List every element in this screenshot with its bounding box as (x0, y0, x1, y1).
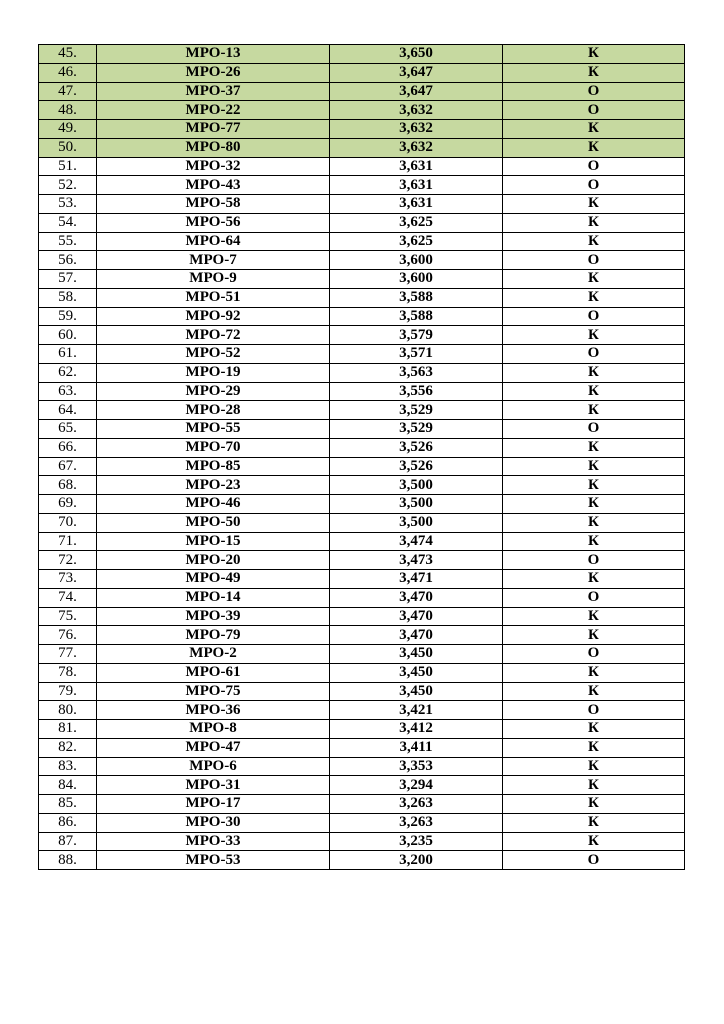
item-code: МРО-70 (97, 438, 330, 457)
table-row (39, 757, 685, 776)
item-code: МРО-39 (97, 607, 330, 626)
row-number: 77. (39, 645, 97, 664)
score-value: 3,235 (330, 832, 503, 851)
table-row (39, 607, 685, 626)
table-row (39, 195, 685, 214)
row-number: 64. (39, 401, 97, 420)
row-number: 59. (39, 307, 97, 326)
item-code: МРО-36 (97, 701, 330, 720)
type-label: О (503, 588, 685, 607)
score-value: 3,294 (330, 776, 503, 795)
row-number: 70. (39, 513, 97, 532)
row-number: 86. (39, 813, 97, 832)
type-label: О (503, 701, 685, 720)
item-code: МРО-9 (97, 270, 330, 289)
row-number: 58. (39, 288, 97, 307)
table-row (39, 513, 685, 532)
item-code: МРО-23 (97, 476, 330, 495)
type-label: О (503, 851, 685, 870)
item-code: МРО-92 (97, 307, 330, 326)
item-code: МРО-80 (97, 138, 330, 157)
type-label: К (503, 813, 685, 832)
table-row (39, 270, 685, 289)
score-value: 3,263 (330, 813, 503, 832)
row-number: 46. (39, 63, 97, 82)
row-number: 54. (39, 213, 97, 232)
score-value: 3,353 (330, 757, 503, 776)
item-code: МРО-61 (97, 663, 330, 682)
row-number: 72. (39, 551, 97, 570)
row-number: 73. (39, 570, 97, 589)
row-number: 74. (39, 588, 97, 607)
row-number: 75. (39, 607, 97, 626)
type-label: К (503, 720, 685, 739)
type-label: К (503, 776, 685, 795)
type-label: К (503, 213, 685, 232)
type-label: О (503, 420, 685, 439)
score-value: 3,450 (330, 663, 503, 682)
table-row (39, 738, 685, 757)
table-row (39, 532, 685, 551)
item-code: МРО-26 (97, 63, 330, 82)
row-number: 79. (39, 682, 97, 701)
score-value: 3,421 (330, 701, 503, 720)
score-value: 3,650 (330, 45, 503, 64)
item-code: МРО-32 (97, 157, 330, 176)
item-code: МРО-55 (97, 420, 330, 439)
score-value: 3,631 (330, 176, 503, 195)
item-code: МРО-7 (97, 251, 330, 270)
table-row (39, 120, 685, 139)
item-code: МРО-51 (97, 288, 330, 307)
score-value: 3,571 (330, 345, 503, 364)
type-label: К (503, 832, 685, 851)
score-value: 3,647 (330, 63, 503, 82)
ranking-table (38, 44, 685, 870)
table-row (39, 438, 685, 457)
table-row (39, 63, 685, 82)
table-row (39, 457, 685, 476)
item-code: МРО-17 (97, 795, 330, 814)
row-number: 78. (39, 663, 97, 682)
item-code: МРО-47 (97, 738, 330, 757)
item-code: МРО-31 (97, 776, 330, 795)
item-code: МРО-52 (97, 345, 330, 364)
type-label: К (503, 738, 685, 757)
type-label: К (503, 401, 685, 420)
table-row (39, 795, 685, 814)
score-value: 3,631 (330, 195, 503, 214)
score-value: 3,450 (330, 645, 503, 664)
type-label: К (503, 532, 685, 551)
score-value: 3,200 (330, 851, 503, 870)
score-value: 3,631 (330, 157, 503, 176)
row-number: 47. (39, 82, 97, 101)
item-code: МРО-2 (97, 645, 330, 664)
row-number: 45. (39, 45, 97, 64)
row-number: 80. (39, 701, 97, 720)
type-label: К (503, 476, 685, 495)
item-code: МРО-43 (97, 176, 330, 195)
row-number: 60. (39, 326, 97, 345)
type-label: О (503, 307, 685, 326)
table-row (39, 251, 685, 270)
score-value: 3,588 (330, 307, 503, 326)
score-value: 3,632 (330, 101, 503, 120)
score-value: 3,474 (330, 532, 503, 551)
type-label: О (503, 176, 685, 195)
table-row (39, 626, 685, 645)
type-label: К (503, 382, 685, 401)
type-label: К (503, 570, 685, 589)
type-label: О (503, 101, 685, 120)
score-value: 3,473 (330, 551, 503, 570)
score-value: 3,450 (330, 682, 503, 701)
table-row (39, 176, 685, 195)
score-value: 3,500 (330, 495, 503, 514)
table-row (39, 326, 685, 345)
type-label: К (503, 138, 685, 157)
ranking-table-body (39, 45, 685, 870)
row-number: 71. (39, 532, 97, 551)
table-row (39, 232, 685, 251)
table-row (39, 551, 685, 570)
type-label: О (503, 645, 685, 664)
item-code: МРО-72 (97, 326, 330, 345)
score-value: 3,600 (330, 251, 503, 270)
score-value: 3,526 (330, 457, 503, 476)
type-label: К (503, 438, 685, 457)
type-label: О (503, 157, 685, 176)
type-label: К (503, 682, 685, 701)
table-row (39, 307, 685, 326)
row-number: 48. (39, 101, 97, 120)
score-value: 3,588 (330, 288, 503, 307)
score-value: 3,263 (330, 795, 503, 814)
table-row (39, 663, 685, 682)
score-value: 3,411 (330, 738, 503, 757)
table-row (39, 495, 685, 514)
row-number: 82. (39, 738, 97, 757)
row-number: 49. (39, 120, 97, 139)
item-code: МРО-46 (97, 495, 330, 514)
row-number: 65. (39, 420, 97, 439)
type-label: К (503, 363, 685, 382)
row-number: 67. (39, 457, 97, 476)
table-row (39, 570, 685, 589)
row-number: 68. (39, 476, 97, 495)
type-label: О (503, 345, 685, 364)
row-number: 61. (39, 345, 97, 364)
type-label: О (503, 82, 685, 101)
item-code: МРО-58 (97, 195, 330, 214)
table-row (39, 157, 685, 176)
row-number: 88. (39, 851, 97, 870)
score-value: 3,526 (330, 438, 503, 457)
item-code: МРО-19 (97, 363, 330, 382)
table-row (39, 288, 685, 307)
table-row (39, 851, 685, 870)
item-code: МРО-75 (97, 682, 330, 701)
score-value: 3,529 (330, 401, 503, 420)
row-number: 76. (39, 626, 97, 645)
type-label: К (503, 607, 685, 626)
type-label: К (503, 663, 685, 682)
row-number: 56. (39, 251, 97, 270)
score-value: 3,647 (330, 82, 503, 101)
row-number: 85. (39, 795, 97, 814)
score-value: 3,632 (330, 120, 503, 139)
item-code: МРО-64 (97, 232, 330, 251)
item-code: МРО-15 (97, 532, 330, 551)
row-number: 57. (39, 270, 97, 289)
table-row (39, 832, 685, 851)
score-value: 3,412 (330, 720, 503, 739)
item-code: МРО-50 (97, 513, 330, 532)
table-row (39, 682, 685, 701)
score-value: 3,563 (330, 363, 503, 382)
row-number: 81. (39, 720, 97, 739)
item-code: МРО-85 (97, 457, 330, 476)
row-number: 52. (39, 176, 97, 195)
table-row (39, 363, 685, 382)
table-row (39, 476, 685, 495)
type-label: К (503, 232, 685, 251)
type-label: К (503, 120, 685, 139)
item-code: МРО-37 (97, 82, 330, 101)
item-code: МРО-29 (97, 382, 330, 401)
table-row (39, 345, 685, 364)
item-code: МРО-13 (97, 45, 330, 64)
table-row (39, 45, 685, 64)
row-number: 66. (39, 438, 97, 457)
table-row (39, 101, 685, 120)
item-code: МРО-8 (97, 720, 330, 739)
item-code: МРО-53 (97, 851, 330, 870)
item-code: МРО-56 (97, 213, 330, 232)
score-value: 3,470 (330, 588, 503, 607)
type-label: К (503, 795, 685, 814)
table-row (39, 720, 685, 739)
item-code: МРО-22 (97, 101, 330, 120)
score-value: 3,632 (330, 138, 503, 157)
table-row (39, 701, 685, 720)
score-value: 3,470 (330, 607, 503, 626)
row-number: 63. (39, 382, 97, 401)
type-label: К (503, 45, 685, 64)
item-code: МРО-33 (97, 832, 330, 851)
table-row (39, 401, 685, 420)
type-label: К (503, 626, 685, 645)
type-label: К (503, 513, 685, 532)
type-label: К (503, 270, 685, 289)
item-code: МРО-6 (97, 757, 330, 776)
type-label: О (503, 251, 685, 270)
type-label: К (503, 457, 685, 476)
row-number: 53. (39, 195, 97, 214)
score-value: 3,500 (330, 513, 503, 532)
row-number: 62. (39, 363, 97, 382)
item-code: МРО-79 (97, 626, 330, 645)
type-label: К (503, 757, 685, 776)
table-row (39, 382, 685, 401)
item-code: МРО-77 (97, 120, 330, 139)
table-row (39, 776, 685, 795)
item-code: МРО-20 (97, 551, 330, 570)
score-value: 3,600 (330, 270, 503, 289)
type-label: К (503, 195, 685, 214)
table-row (39, 588, 685, 607)
type-label: К (503, 288, 685, 307)
row-number: 50. (39, 138, 97, 157)
table-row (39, 813, 685, 832)
score-value: 3,471 (330, 570, 503, 589)
item-code: МРО-28 (97, 401, 330, 420)
row-number: 55. (39, 232, 97, 251)
score-value: 3,625 (330, 213, 503, 232)
item-code: МРО-14 (97, 588, 330, 607)
row-number: 87. (39, 832, 97, 851)
score-value: 3,625 (330, 232, 503, 251)
type-label: О (503, 551, 685, 570)
score-value: 3,500 (330, 476, 503, 495)
table-row (39, 645, 685, 664)
item-code: МРО-49 (97, 570, 330, 589)
row-number: 84. (39, 776, 97, 795)
score-value: 3,579 (330, 326, 503, 345)
score-value: 3,529 (330, 420, 503, 439)
table-row (39, 213, 685, 232)
type-label: К (503, 326, 685, 345)
table-row (39, 82, 685, 101)
table-row (39, 138, 685, 157)
score-value: 3,470 (330, 626, 503, 645)
type-label: К (503, 495, 685, 514)
row-number: 69. (39, 495, 97, 514)
row-number: 51. (39, 157, 97, 176)
item-code: МРО-30 (97, 813, 330, 832)
row-number: 83. (39, 757, 97, 776)
type-label: К (503, 63, 685, 82)
score-value: 3,556 (330, 382, 503, 401)
table-row (39, 420, 685, 439)
